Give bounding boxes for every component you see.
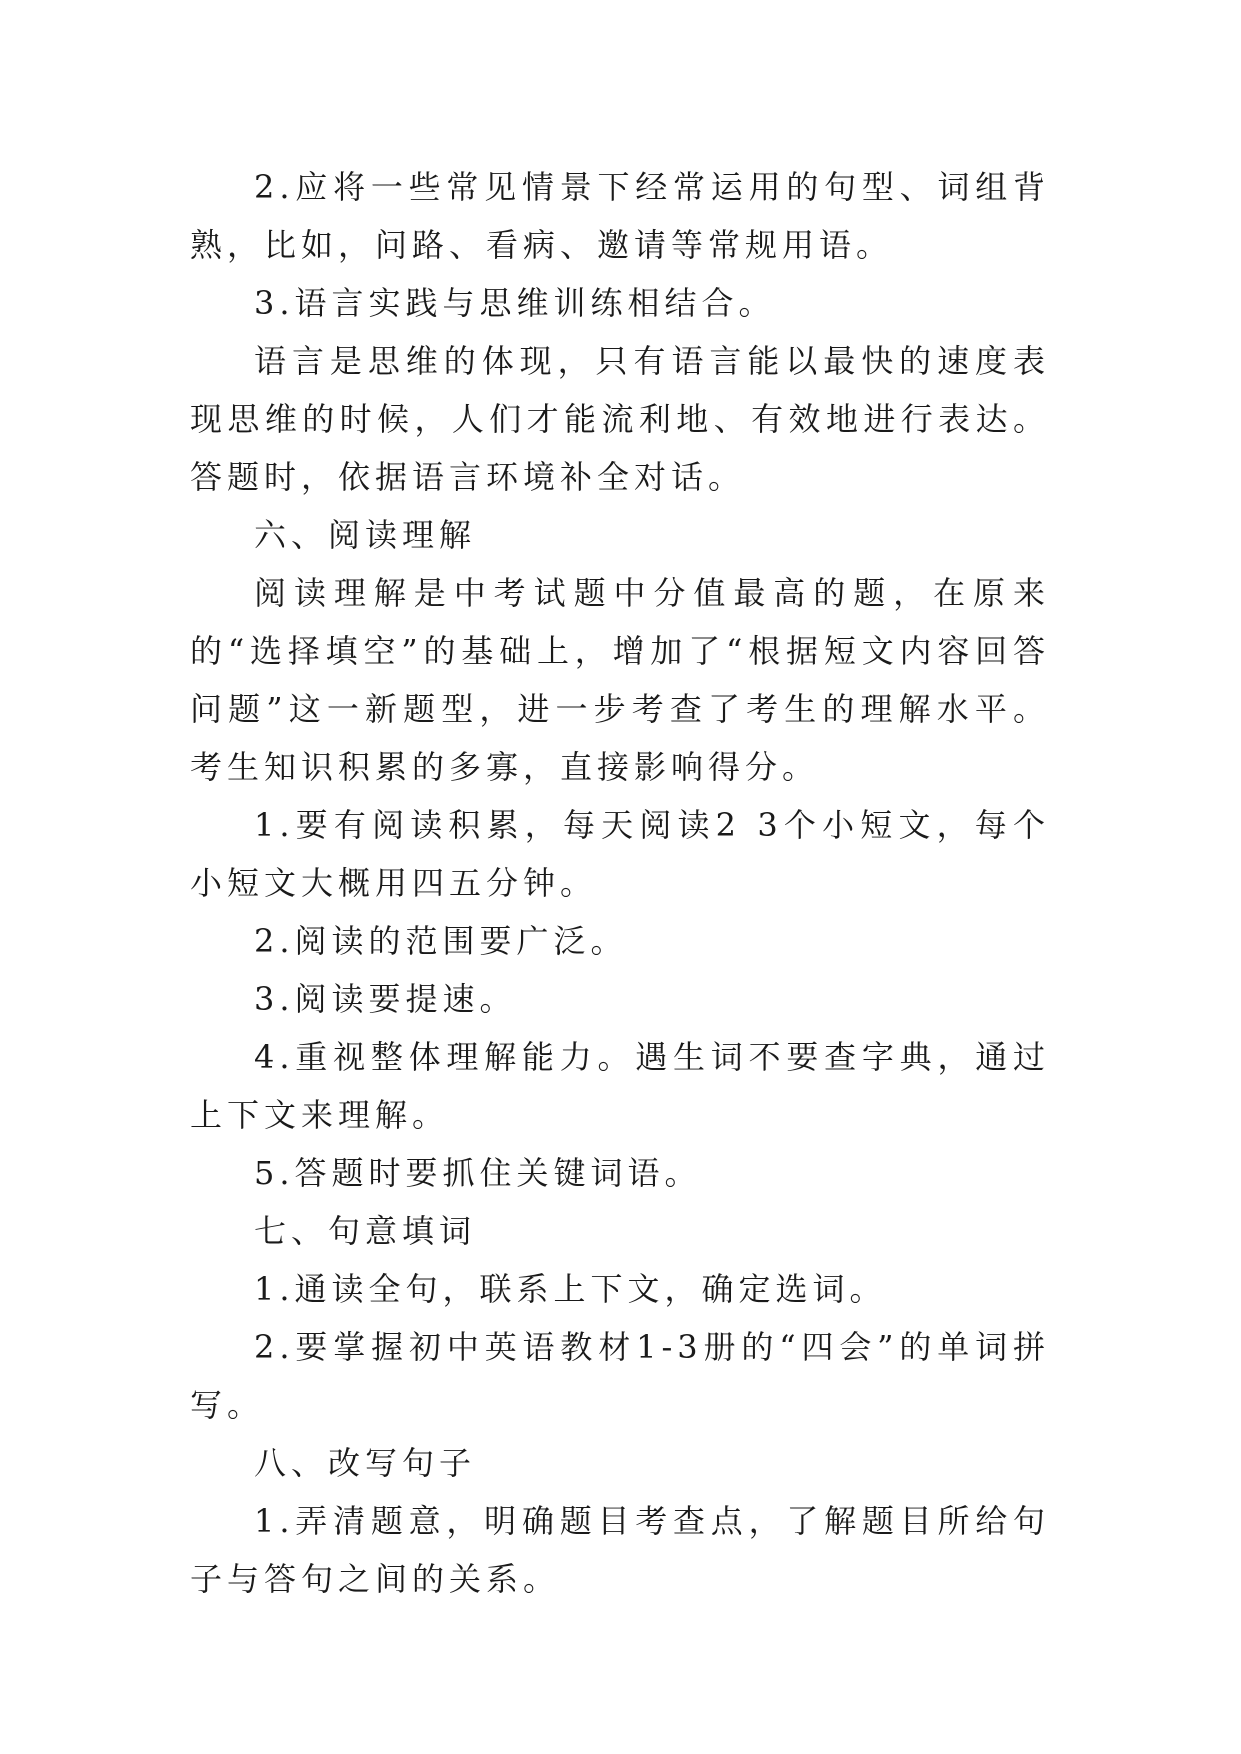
paragraph-memorize-phrases: 2.应将一些常见情景下经常运用的句型、词组背熟，比如，问路、看病、邀请等常规用语。 — [190, 168, 1050, 264]
document-body — [190, 158, 1050, 1608]
paragraph-fill-spelling: 2.要掌握初中英语教材1-3册的“四会”的单词拼写。 — [190, 1328, 1050, 1424]
paragraph-rewrite-understand: 1.弄清题意，明确题目考查点，了解题目所给句子与答句之间的关系。 — [190, 1502, 1050, 1598]
paragraph-reading-understanding: 4.重视整体理解能力。遇生词不要查字典，通过上下文来理解。 — [190, 1038, 1050, 1134]
paragraph-practice-thinking: 3.语言实践与思维训练相结合。 — [254, 284, 776, 322]
paragraph-reading-speed: 3.阅读要提速。 — [254, 980, 517, 1018]
paragraph-reading-intro: 阅读理解是中考试题中分值最高的题，在原来的“选择填空”的基础上，增加了“根据短文内容回答问题”这一新题型，进一步考查了考生的理解水平。考生知识积累的多寡，直接影响得分。 — [190, 574, 1050, 786]
heading-reading-comprehension: 六、阅读理解 — [254, 516, 477, 554]
paragraph-reading-accumulate: 1.要有阅读积累，每天阅读2 3个小短文，每个小短文大概用四五分钟。 — [190, 806, 1050, 902]
paragraph-language-thinking: 语言是思维的体现，只有语言能以最快的速度表现思维的时候，人们才能流利地、有效地进行表达。答题时，依据语言环境补全对话。 — [190, 342, 1050, 496]
paragraph-reading-keywords: 5.答题时要抓住关键词语。 — [254, 1154, 702, 1192]
paragraph-fill-read-sentence: 1.通读全句，联系上下文，确定选词。 — [254, 1270, 887, 1308]
heading-rewrite-sentences: 八、改写句子 — [254, 1444, 477, 1482]
heading-fill-words: 七、句意填词 — [254, 1212, 477, 1250]
paragraph-reading-range: 2.阅读的范围要广泛。 — [254, 922, 628, 960]
